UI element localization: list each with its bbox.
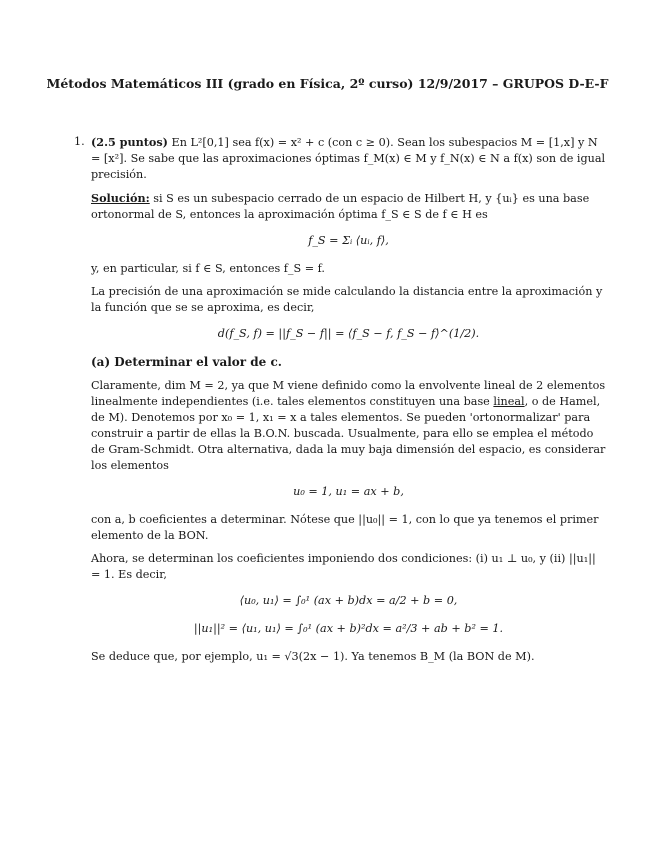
solution-precision: La precisión de una aproximación se mide calculando la distancia entre la aproximación y la función que se se aproxima, es decir, (91, 285, 603, 314)
part-a-paragraph-4: Se deduce que, por ejemplo, u₁ = √3(2x − 1). Ya tenemos B_M (la BON de M). (91, 650, 535, 663)
solution-particular: y, en particular, si f ∈ S, entonces f_S = f. (91, 262, 325, 275)
problem-points: (2.5 puntos) (91, 135, 168, 149)
solution-label: Solución: (91, 191, 150, 205)
equation-distance: d(f_S, f) = ||f_S − f|| = ⟨f_S − f, f_S − f⟩^(1/2). (217, 327, 480, 340)
problem-1 (74, 134, 606, 183)
document-body (74, 134, 606, 672)
equation-orthogonality: ⟨u₀, u₁⟩ = ∫₀¹ (ax + b)dx = a/2 + b = 0, (239, 594, 458, 607)
part-a-paragraph-1 (91, 378, 606, 474)
part-a-para1-end: , o de Hamel, de M). Denotemos por x₀ = 1, x₁ = x a tales elementos. Se pueden 'ortonormalizar' para construir a partir de ellas la B.O.N. buscada. Usualmente, para ello se emplea el método de Gram-Schmidt. Otra alternativa, dada la muy baja dimensión del espacio, es considerar los elementos (91, 395, 606, 472)
problem-statement-text: En L²[0,1] sea f(x) = x² + c (con c ≥ 0). Sean los subespacios M = [1,x] y N = [x²]. Se sabe que las aproximaciones óptimas f_M(x) ∈ M y f_N(x) ∈ N a f(x) son de igual precisión. (91, 136, 606, 181)
equation-normalization: ||u₁||² = ⟨u₁, u₁⟩ = ∫₀¹ (ax + b)²dx = a²/3 + ab + b² = 1. (193, 622, 504, 635)
lineal-term: lineal (493, 395, 525, 408)
part-a-paragraph-3: Ahora, se determinan los coeficientes imponiendo dos condiciones: (i) u₁ ⊥ u₀, y (ii) ||u₁|| = 1. Es decir, (91, 552, 596, 581)
equation-basis-elements: u₀ = 1, u₁ = ax + b, (293, 485, 404, 498)
problem-statement (91, 134, 606, 183)
solution-intro (91, 190, 606, 223)
page-title: Métodos Matemáticos III (grado en Física, 2º curso) 12/9/2017 – GRUPOS D-E-F (46, 76, 609, 91)
part-a-paragraph-2: con a, b coeficientes a determinar. Nótese que ||u₀|| = 1, con lo que ya tenemos el primer elemento de la BON. (91, 513, 599, 542)
equation-optimal-approximation: f_S = Σᵢ ⟨uᵢ, f⟩, (308, 234, 389, 247)
part-a-para1-text: Claramente, dim M = 2, ya que M viene definido como la envolvente lineal de 2 elementos linealmente independientes (i.e. tales elementos constituyen una base (91, 379, 606, 408)
problem-number: 1. (74, 135, 85, 148)
solution-intro-text: si S es un subespacio cerrado de un espacio de Hilbert H, y {uᵢ} es una base ortonormal de S, entonces la aproximación óptima f_S ∈ S de f ∈ H es (91, 192, 590, 221)
part-a-title: (a) Determinar el valor de c. (91, 355, 282, 369)
